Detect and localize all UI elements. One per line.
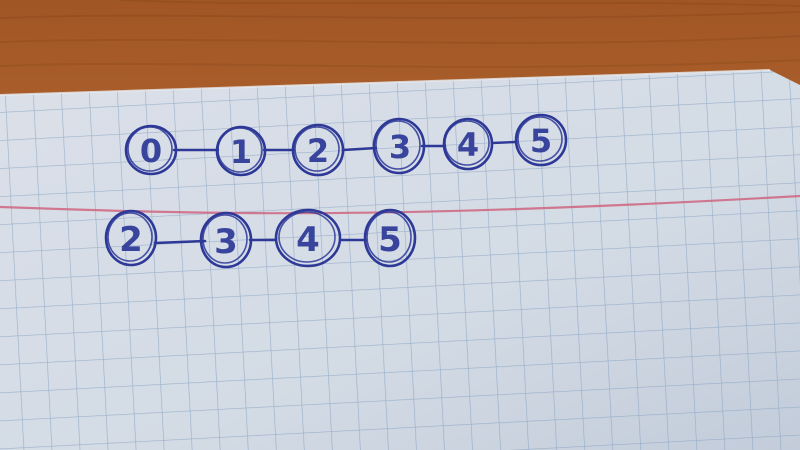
- node-label-3: 3: [388, 128, 412, 166]
- node-label-r2-3: 3: [214, 222, 238, 262]
- node-label-0: 0: [139, 132, 163, 170]
- node-label-r2-5: 5: [378, 220, 402, 260]
- node-label-1: 1: [229, 133, 253, 171]
- node-label-r2-4: 4: [296, 220, 320, 260]
- node-label-2: 2: [306, 132, 330, 170]
- node-label-5: 5: [529, 122, 553, 160]
- node-label-r2-2: 2: [119, 220, 143, 260]
- node-label-4: 4: [456, 126, 480, 164]
